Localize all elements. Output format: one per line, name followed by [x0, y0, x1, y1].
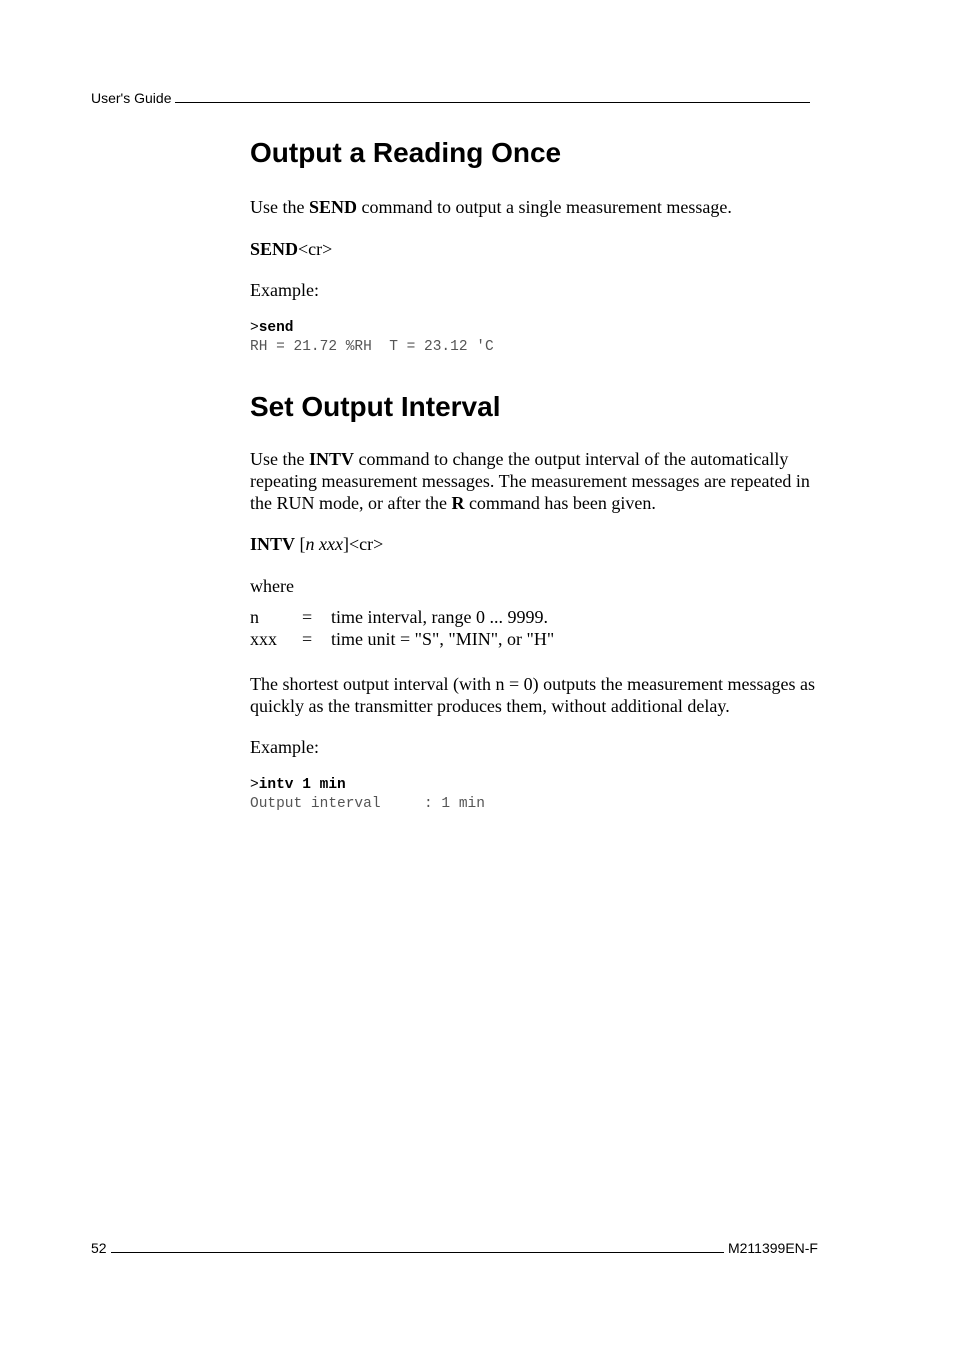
section-heading-send: Output a Reading Once — [250, 137, 562, 168]
send-intro — [250, 196, 820, 218]
intv-where: where — [250, 576, 294, 596]
send-syntax-cmd: SEND — [250, 239, 299, 259]
intv-definitions — [250, 606, 554, 650]
page-content — [250, 136, 820, 814]
intv-code-block — [250, 776, 820, 814]
intv-intro-post: command has been given. — [464, 493, 656, 513]
page-footer — [91, 1240, 818, 1256]
footer-rule — [111, 1252, 724, 1253]
intv-intro-r: R — [451, 493, 465, 513]
intv-syntax-open: [ — [295, 534, 306, 554]
send-intro-post: command to output a single measurement message. — [357, 197, 732, 217]
section-heading-intv: Set Output Interval — [250, 391, 501, 422]
definition-row — [250, 628, 554, 650]
intv-intro-mid: command to change the output interval of the automatically repeating measurement messages. The measurement messages are repeated in the RUN mode, or after the — [250, 449, 810, 513]
send-syntax-suffix: <cr> — [298, 239, 333, 259]
send-code-cmd: send — [258, 320, 294, 336]
definition-desc: time interval, range 0 ... 9999. — [331, 607, 548, 627]
intv-code-prompt: > — [250, 777, 259, 793]
intv-syntax — [250, 533, 820, 555]
send-code-block — [250, 319, 820, 357]
send-intro-cmd: SEND — [308, 197, 357, 217]
header-title: User's Guide — [91, 90, 172, 106]
definition-term: n — [250, 607, 259, 627]
send-syntax — [250, 238, 820, 260]
header-rule — [175, 102, 810, 103]
intv-code-cmd: intv 1 min — [258, 777, 346, 793]
document-id: M211399EN-F — [727, 1240, 818, 1256]
definition-equals: = — [302, 607, 313, 627]
send-code-output: RH = 21.72 %RH T = 23.12 'C — [250, 339, 494, 355]
intv-note: The shortest output interval (with n = 0) outputs the measurement messages as quickly as the transmitter produces them, without additional delay. — [250, 674, 816, 716]
definition-equals: = — [302, 629, 313, 649]
send-example-label: Example: — [250, 280, 319, 300]
definition-row — [250, 606, 554, 628]
page-header — [91, 90, 814, 106]
intv-syntax-param: n xxx — [305, 534, 343, 554]
send-intro-pre: Use the — [250, 197, 309, 217]
page-number: 52 — [91, 1240, 107, 1256]
send-code-prompt: > — [250, 320, 259, 336]
intv-syntax-cmd: INTV — [250, 534, 296, 554]
intv-example-label: Example: — [250, 737, 319, 757]
definition-term: xxx — [250, 629, 277, 649]
intv-syntax-close: ]<cr> — [342, 534, 384, 554]
intv-intro — [250, 448, 820, 514]
intv-code-output: Output interval : 1 min — [250, 796, 485, 812]
definition-desc: time unit = "S", "MIN", or "H" — [331, 629, 555, 649]
intv-intro-pre: Use the — [250, 449, 309, 469]
intv-intro-cmd: INTV — [308, 449, 354, 469]
